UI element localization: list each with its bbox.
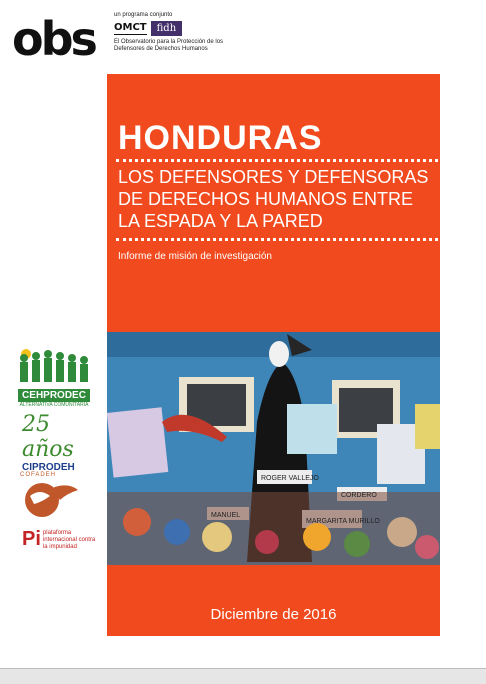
publication-date: Diciembre de 2016 [210,606,337,623]
cehprodec-tagline: ALTERNATIVA COMUNITARIA [19,402,89,408]
partner-logos [114,12,224,53]
report-subtitle: Informe de misión de investigación [118,251,272,262]
plataforma-logo [22,528,97,551]
report-title: LOS DEFENSORES Y DEFENSORAS DE DERECHOS HUMANOS ENTRE LA ESPADA Y LA PARED [118,167,429,231]
cehprodec-logo [18,348,90,408]
protest-sign-text: ROGER VALLEJO [261,475,319,482]
cofadeh-name: COFADEH [20,472,57,478]
programa-text: un programa conjunto [114,12,173,18]
cehprodec-name: CEHPRODEC [18,389,90,402]
fidh-logo: fidh [151,21,183,36]
omct-logo: OMCT [114,22,147,33]
partner-row [114,21,224,36]
plataforma-name: plataforma internacional contra la impunidad [42,530,96,550]
pi-mark: Pi [22,528,41,550]
ciprodeh-anniversary: 25 años [22,412,74,462]
protest-sign-text: CORDERO [341,492,377,499]
observatorio-description: El Observatorio para la Protección de los Defensores de Derechos Humanos [114,39,224,52]
cover-photo [107,332,440,565]
ciprodeh-logo [22,412,92,473]
people-icon [18,348,90,382]
obs-logo: obs [12,12,95,66]
page-bottom-edge [0,668,486,684]
dove-globe-icon [20,478,80,518]
dotted-divider [116,159,438,162]
ciprodeh-name: CIPRODEH [22,462,75,473]
dotted-divider [116,238,438,241]
country-title: HONDURAS [118,119,323,157]
protest-sign-text: MANUEL [211,512,241,519]
cofadeh-logo [20,472,90,523]
protest-sign-text: MARGARITA MURILLO [306,518,380,525]
protest-photo-illustration [107,332,440,565]
